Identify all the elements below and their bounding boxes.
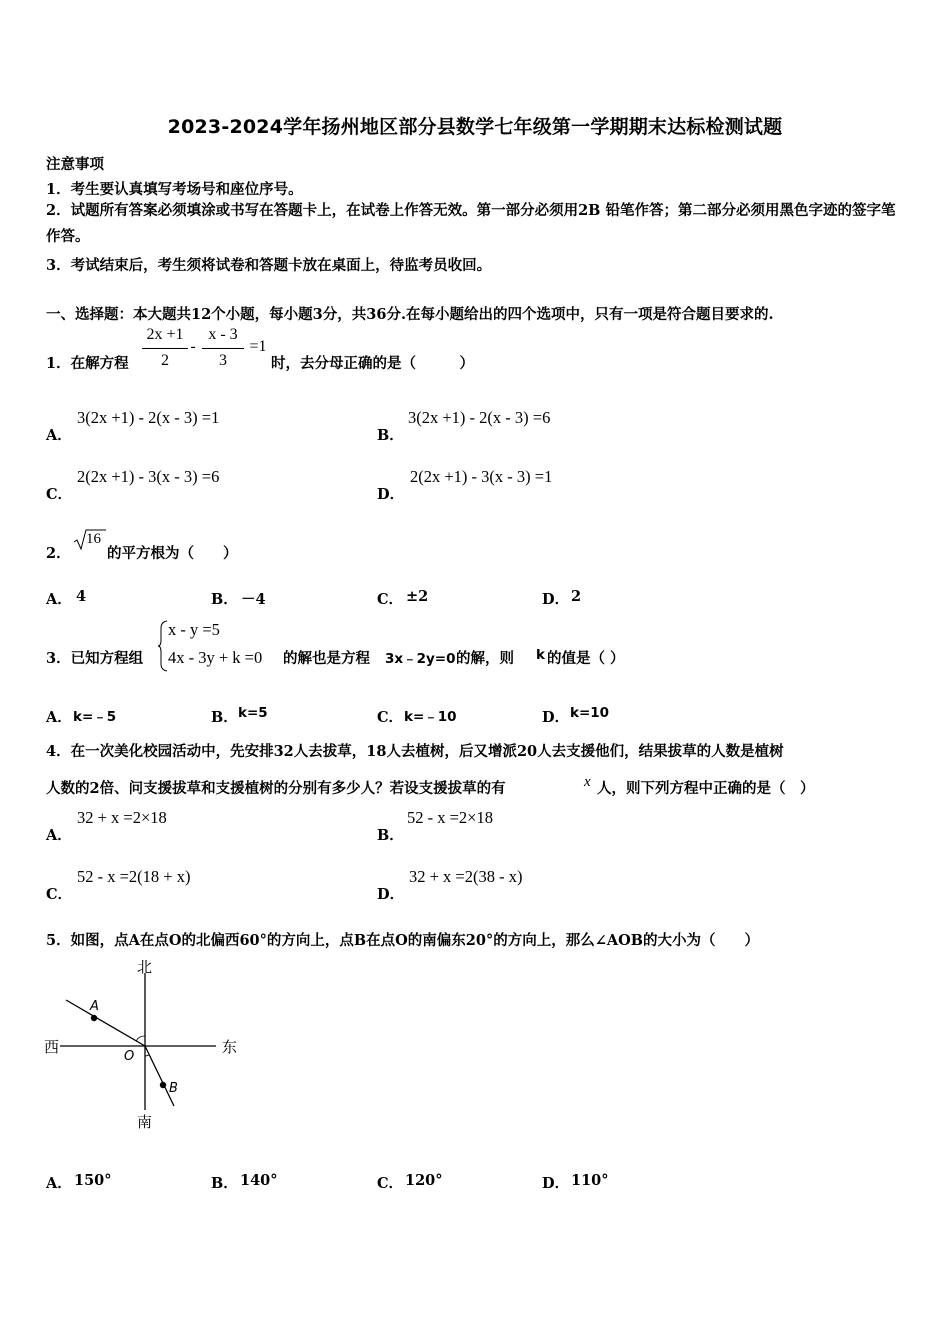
q4-line-1: 4．在一次美化校园活动中，先安排32人去拔草，18人去植树，后又增派20人去支援他们，结果拔草的人数是植树 [46, 743, 784, 760]
q1-option-d: 2(2x +1) - 3(x - 3) =1 [410, 467, 553, 486]
q1-equals: =1 [249, 338, 267, 355]
q5-option-c-label: C． [377, 1175, 404, 1192]
q3-equation-2: 4x - 3y + k =0 [168, 648, 263, 667]
q5-option-a: 150° [74, 1172, 112, 1189]
q1-frac2-numerator: x - 3 [208, 326, 238, 343]
q2-option-a: 4 [76, 588, 87, 605]
q2-radicand: 16 [86, 531, 101, 547]
q1-option-a-label: A． [46, 427, 72, 444]
note-item-2: 2．试题所有答案必须填涂或书写在答题卡上，在试卷上作答无效。第一部分必须用2B 铅笔作答；第二部分必须用黑色字迹的签字笔作答。 [46, 202, 896, 245]
q4-option-b-label: B． [377, 827, 404, 844]
q5-question: 5．如图，点A在点O的北偏西60°的方向上，点B在点O的南偏东20°的方向上，那么∠AOB的大小为（ ） [46, 932, 759, 949]
q3-prefix: 3．已知方程组 [46, 650, 144, 667]
q3-option-a: k=﹣5 [73, 709, 117, 725]
q1-option-d-label: D． [377, 486, 405, 503]
q3-option-c: k=﹣10 [404, 709, 457, 725]
q4-option-a-label: A． [46, 827, 72, 844]
q1-minus: - [190, 338, 196, 355]
q3-equation-1: x - y =5 [168, 620, 220, 639]
q1-option-b-label: B． [377, 427, 404, 444]
section-heading: 一、选择题：本大题共12个小题，每小题3分，共36分.在每小题给出的四个选项中，只有一项是符合题目要求的. [46, 306, 774, 323]
q3-k: k [536, 647, 545, 663]
q3-suffix-c: 的值是（ ） [547, 650, 625, 667]
note-item-1: 1．考生要认真填写考场号和座位序号。 [46, 181, 303, 198]
q4-line-2a: 人数的2倍、问支援拔草和支援植树的分别有多少人？若设支援拔草的有 [46, 780, 506, 797]
q4-line-2b: 人，则下列方程中正确的是（ ） [597, 780, 815, 797]
angle-arc-a [136, 1036, 145, 1041]
q3-option-c-label: C． [377, 709, 404, 726]
q5-option-d-label: D． [542, 1175, 570, 1192]
q4-option-d-label: D． [377, 886, 405, 903]
q1-frac1-bar [142, 348, 188, 349]
q1-option-c: 2(2x +1) - 3(x - 3) =6 [77, 467, 220, 486]
q4-option-c-label: C． [46, 886, 73, 903]
q2-option-c-label: C． [377, 591, 404, 608]
q3-option-d: k=10 [570, 705, 610, 721]
point-b-dot [160, 1082, 166, 1088]
point-a-dot [91, 1015, 97, 1021]
point-a-label: A [90, 999, 99, 1014]
origin-label: O [124, 1049, 135, 1064]
q5-option-c: 120° [405, 1172, 443, 1189]
q5-option-a-label: A． [46, 1175, 72, 1192]
q1-option-b: 3(2x +1) - 2(x - 3) =6 [408, 408, 551, 427]
q1-prefix: 1．在解方程 [46, 355, 129, 372]
q2-option-a-label: A． [46, 591, 72, 608]
q3-option-a-label: A． [46, 709, 72, 726]
q5-option-b-label: B． [211, 1175, 238, 1192]
q1-option-a: 3(2x +1) - 2(x - 3) =1 [77, 408, 220, 427]
q2-option-c: ±2 [406, 588, 429, 605]
q5-option-d: 110° [571, 1172, 609, 1189]
q1-frac1-denominator: 2 [161, 352, 169, 369]
point-b-label: B [169, 1081, 178, 1096]
notes-heading: 注意事项 [46, 156, 104, 173]
ray-ob [145, 1046, 174, 1106]
q3-suffix-b: 的解，则 [456, 650, 514, 667]
q3-option-b: k=5 [238, 705, 268, 721]
q2-option-d: 2 [571, 588, 582, 605]
south-label: 南 [137, 1113, 153, 1131]
q3-option-d-label: D． [542, 709, 570, 726]
q2-option-d-label: D． [542, 591, 570, 608]
q3-option-b-label: B． [211, 709, 238, 726]
q1-frac2-bar [202, 348, 244, 349]
east-label: 东 [222, 1038, 238, 1056]
q3-equation-3: 3x﹣2y=0 [385, 651, 456, 667]
q4-option-b: 52 - x =2×18 [407, 808, 493, 827]
q5-option-b: 140° [240, 1172, 278, 1189]
page-title: 2023-2024学年扬州地区部分县数学七年级第一学期期末达标检测试题 [167, 116, 783, 138]
q4-variable-x: x [584, 774, 591, 790]
q2-option-b-label: B． [211, 591, 238, 608]
q1-suffix: 时，去分母正确的是（ ） [271, 355, 474, 372]
q5-direction-figure [40, 955, 250, 1135]
q4-option-d: 32 + x =2(38 - x) [409, 867, 523, 886]
note-item-3: 3．考试结束后，考生须将试卷和答题卡放在桌面上，待监考员收回。 [46, 257, 492, 274]
q2-option-b: －4 [241, 591, 266, 608]
q4-option-a: 32 + x =2×18 [77, 808, 167, 827]
q1-option-c-label: C． [46, 486, 73, 503]
north-label: 北 [137, 958, 153, 976]
q3-suffix-a: 的解也是方程 [283, 650, 370, 667]
q2-prefix: 2． [46, 545, 71, 562]
q1-frac2-denominator: 3 [219, 352, 227, 369]
west-label: 西 [44, 1038, 60, 1056]
q4-option-c: 52 - x =2(18 + x) [77, 867, 191, 886]
q1-frac1-numerator: 2x +1 [146, 326, 184, 343]
q2-suffix: 的平方根为（ ） [107, 545, 238, 562]
ray-oa [66, 1000, 145, 1046]
